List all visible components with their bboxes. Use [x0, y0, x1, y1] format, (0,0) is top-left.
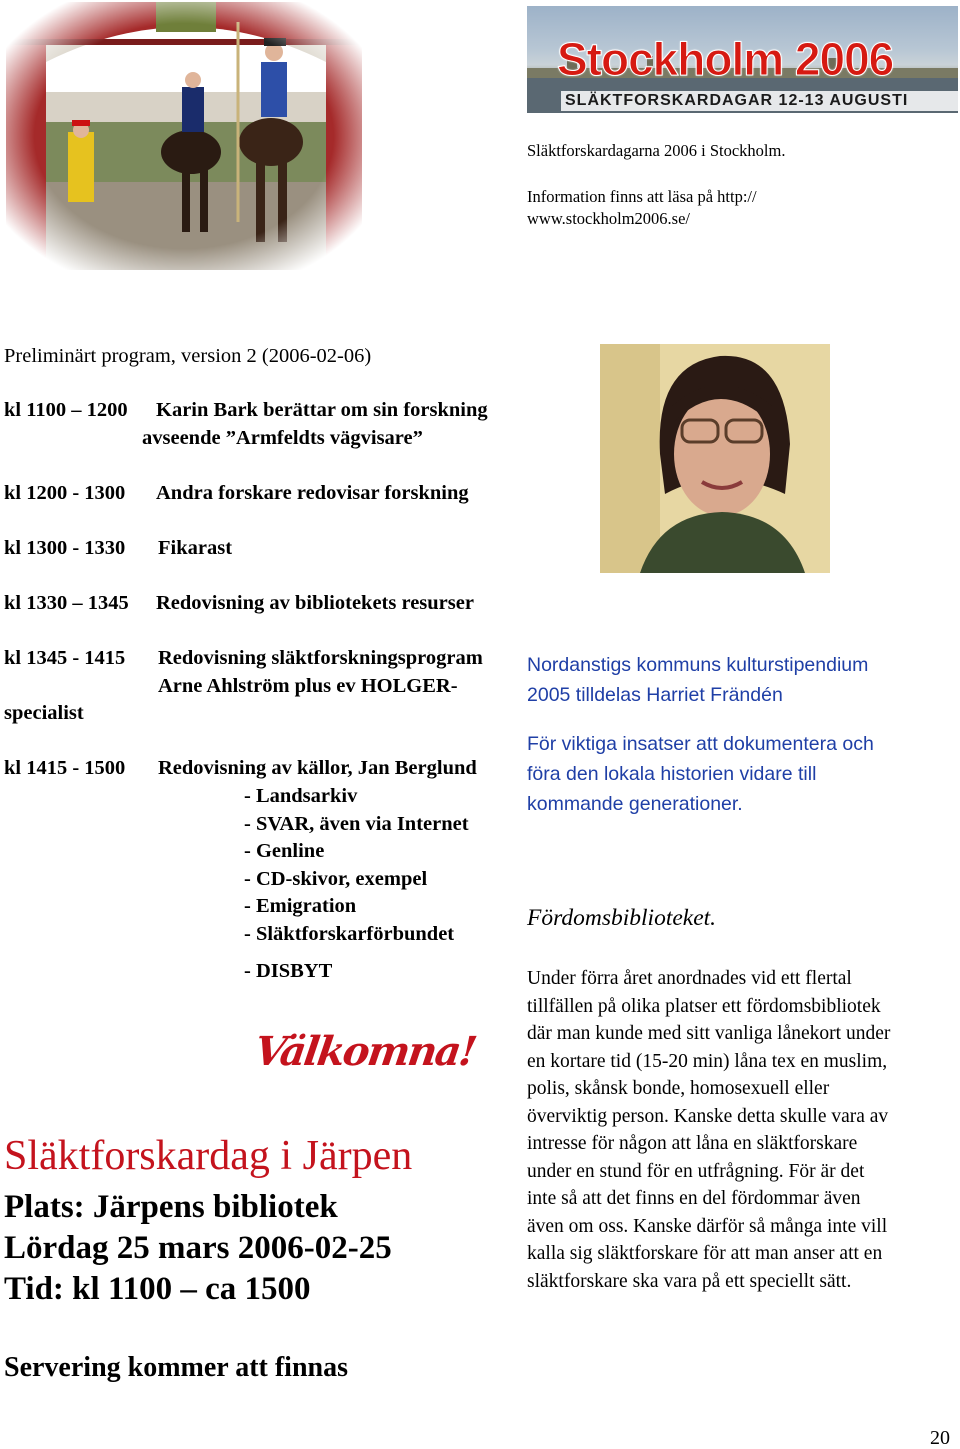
program-item-time: kl 1100 – 1200	[4, 399, 128, 421]
fordoms-line: inte så att det finns en del fördommar även	[527, 1188, 861, 1209]
program-item-text: avseende ”Armfeldts vägvisare”	[142, 427, 423, 449]
info-url: www.stockholm2006.se/	[527, 209, 691, 228]
fordoms-line: där man kunde med sitt vanliga lånekort under	[527, 1023, 891, 1044]
fordoms-line: överviktig person. Kanske detta skulle vara av	[527, 1105, 889, 1127]
event-time: Tid: kl 1100 – ca 1500	[4, 1271, 311, 1307]
fordoms-line: tillfällen på olika platser ett fördomsbibliotek	[527, 995, 881, 1017]
source-list-item: - Emigration	[244, 895, 357, 917]
stipend-line-5: kommande generationer.	[527, 793, 743, 815]
riders-photo-illustration	[6, 2, 362, 270]
program-item-text: Redovisning av bibliotekets resurser	[156, 592, 474, 614]
program-item-time: kl 1345 - 1415	[4, 647, 126, 669]
event-place: Plats: Järpens bibliotek	[4, 1189, 338, 1225]
source-list-item: - DISBYT	[244, 960, 333, 982]
program-item-time: kl 1300 - 1330	[4, 537, 126, 559]
fordoms-line: även om oss. Kanske därför så många inte vill	[527, 1215, 888, 1237]
program-item-text: Andra forskare redovisar forskning	[156, 482, 469, 504]
portrait-illustration	[600, 344, 830, 573]
program-item-text: specialist	[4, 702, 84, 724]
stipend-line-1: Nordanstigs kommuns kulturstipendium	[527, 654, 869, 676]
stipend-line-4: föra den lokala historien vidare till	[527, 763, 817, 785]
program-item-text: Redovisning släktforskningsprogram	[158, 647, 483, 669]
source-list-item: - Landsarkiv	[244, 785, 358, 807]
fordoms-body	[527, 965, 957, 1295]
fordoms-line: Under förra året anordnades vid ett flertal	[527, 968, 852, 989]
program-item-text: Karin Bark berättar om sin forskning	[156, 399, 488, 421]
fordoms-line: under en stund för en utfrågning. För är det	[527, 1160, 865, 1182]
program-item-text: Redovisning av källor, Jan Berglund	[158, 757, 477, 779]
program-item-text: Arne Ahlström plus ev HOLGER-	[158, 675, 458, 697]
portrait-photo	[600, 344, 830, 573]
info-line-1: Släktforskardagarna 2006 i Stockholm.	[527, 141, 786, 160]
fordoms-title: Fördomsbiblioteket.	[527, 905, 717, 931]
fordoms-line: en kortare tid (15-20 min) låna tex en muslim,	[527, 1050, 888, 1072]
program-item-time: kl 1330 – 1345	[4, 592, 129, 614]
source-list-item: - CD-skivor, exempel	[244, 868, 428, 890]
program-heading: Preliminärt program, version 2 (2006-02-06)	[4, 345, 372, 367]
stockholm-2006-banner	[527, 6, 958, 113]
serving-note: Servering kommer att finnas	[4, 1352, 348, 1383]
banner-subtitle: SLÄKTFORSKARDAGAR 12-13 AUGUSTI	[561, 91, 958, 111]
page-number: 20	[930, 1427, 950, 1449]
stipend-line-2: 2005 tilldelas Harriet Frändén	[527, 684, 783, 706]
info-line-2: Information finns att läsa på http://	[527, 187, 757, 206]
program-item-time: kl 1415 - 1500	[4, 757, 126, 779]
source-list-item: - Genline	[244, 840, 325, 862]
stipend-line-3: För viktiga insatser att dokumentera och	[527, 733, 874, 755]
welcome-text: Välkomna!	[251, 1028, 479, 1075]
event-title: Släktforskardag i Järpen	[4, 1133, 413, 1179]
banner-title: Stockholm 2006	[557, 33, 894, 85]
fordoms-line: släktforskare ska vara på ett speciellt sätt.	[527, 1270, 852, 1292]
fordoms-line: kalla sig släktforskare för att man anser att en	[527, 1243, 883, 1264]
riders-photo	[6, 2, 362, 270]
fordoms-line: intresse för någon att låna en släktforskare	[527, 1133, 858, 1154]
program-item-time: kl 1200 - 1300	[4, 482, 126, 504]
source-list-item: - Släktforskarförbundet	[244, 923, 455, 945]
program-item-text: Fikarast	[158, 537, 233, 559]
source-list-item: - SVAR, även via Internet	[244, 813, 469, 835]
fordoms-line: polis, skånsk bonde, homosexuell eller	[527, 1078, 830, 1099]
event-date: Lördag 25 mars 2006-02-25	[4, 1230, 392, 1266]
